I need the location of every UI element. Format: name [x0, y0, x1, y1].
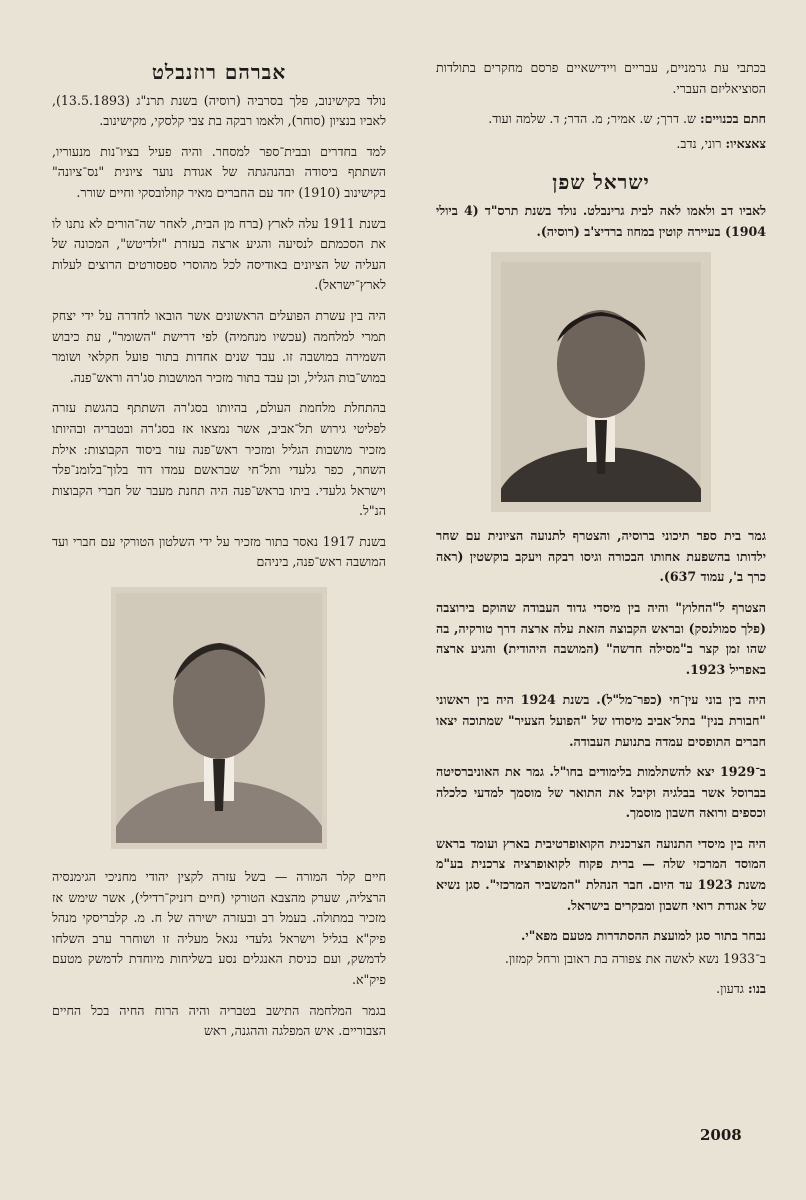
- paragraph: בהתחלת מלחמת העולם, בהיותו בסג'רה השתתף בהגשת עזרה לפליטי גירוש תל־אביב, אשר נמצאו אז בסג'רה ובטבריה ובהיותו מזכיר מושבות הגליל ומזכיר ראש־פנה עזר ביסוד הקבוצות: אילת השחר, כפר גלעדי ותל־חי שבראשם עמדו דוד בלוך־בלומנ־פלד וישראל גלעדי. ביתו בראש־פנה היה תחנת מעבר של חברי הקבוצות הנ"ל.: [52, 400, 386, 519]
- descendants-label: צאצאיו:: [725, 135, 766, 151]
- paragraph: לאביו דב ולאמו לאה לבית גרינבלט. נולד בשנת תרס"ד (4 ביולי 1904) בעיירה קוטין במחוז ברדיצ'ב (רוסיה).: [436, 202, 767, 239]
- paragraph: נולד בקישינוב, פלך בסרביה (רוסיה) בשנת תרנ"ג (13.5.1893), לאביו בנציון (סוחר), ולאמו רבקה בת צבי קלסקי, מקישינוב.: [52, 92, 386, 129]
- signed-label: חתם בכנויים:: [699, 111, 766, 127]
- signed-line: [436, 109, 766, 130]
- paragraph: חיים קלר המורה — בשל עזרה לקצין יהודי מחניכי הגימנסיה הרצליה, שערק מהצבא הטורקי (חיים רזניק־רדילי), אשר שימש אז מזכיר במתולה. בעמל רב ובעזרה ישירה של ח. מ. קלבריסקי מנהל פיק"א בגליל וישראל גלעדי נגאל מעליה זו ושוחרר ערב השלחו לדמשק, ועם כניסת האנגלים נסע בשליחות מיוחדת לדמשק מטעם פיק"א.: [52, 869, 386, 988]
- paragraph: היה בין עשרת הפועלים הראשונים אשר הובאו לחדרה על ידי יצחק תמרי למלחמה (עכשיו מנחמיה) לפי דרישת "השומר", עת כיבוש השמירה במושבה זו. עבד שנים אחדות בתור פועל חקלאי ושומר במוש־בות הגליל, וכן עבד בתור מזכיר המושבות סג'רה וראש־פנה.: [52, 307, 386, 385]
- portrait-photo: [111, 587, 327, 849]
- descendants-line: [436, 134, 766, 155]
- paragraph: בשנת 1917 נאסר בתור מזכיר על ידי השלטון הטורקי עם חברי ועד המושבה ראש־פנה, ביניהם: [52, 533, 387, 570]
- entry-heading-rosenblatt: אברהם רוזנבלט: [151, 60, 287, 84]
- paragraph: גמר בית ספר תיכוני ברוסיה, והצטרף לתנועה הציונית עם שחר ילדותו בהשפעת אחותו הבכורה וגיסו רבקה ויעקב בוקשטין (ראה כרך ב', עמוד 637).: [436, 528, 766, 585]
- descendants-value: רוני, נדב.: [676, 135, 722, 151]
- son-label: בנו:: [747, 981, 766, 997]
- page-number: 2008: [700, 1126, 742, 1144]
- paragraph: ב־1929 יצא להשתלמות בלימודים בחו"ל. גמר את האוניברסיטה בברוסל אשר בבלגיה וקיבל את התואר של מוסמך למדעי כלכלה וכספים ורואה חשבון מוסמך.: [436, 764, 766, 821]
- paragraph: בשנת 1911 עלה לארץ (ברח מן הבית, לאחר שה־הורים לא נתנו לו את הסכמתם לנסיעה והגיע ארצה בעזרת "זלדיטש", המכונה של העליה של הציונים באודיסה לכל מהוסרי ספסורטים הרוצים לעלות לארץ־ישראל).: [52, 215, 387, 293]
- son-value: גדעון.: [716, 981, 744, 997]
- portrait-photo: [491, 252, 711, 512]
- paragraph: נבחר בתור סגן למועצת ההסתדרות מטעם מפא"י.: [521, 928, 766, 944]
- paragraph: בגמר המלחמה התישב בטבריה והיה הרוח החיה בכל החיים הצבוריים. איש המפלגה וההגנה, ראש: [52, 1002, 386, 1039]
- paragraph: היה בין מיסדי התנועה הצרכנית הקואופרטיבית בארץ ועומד בראש המוסד המרכזי שלה — ברית פקוח לקואופרציה צרכנית בע"מ משנת 1923 עד היום. חבר הנהלת "המשביר המרכזי". סגן נשיא של אגודת רואי חשבון ומבקרים בישראל.: [436, 835, 766, 913]
- paragraph: למד בחדרים ובבית־ספר למסחר. והיה פעיל בציו־נות מנעוריו, השתתף ביסודה ובהנהגתה של אגודת נוער ציונית "נס־ציונה" בקישינוב (1910) יחד עם החברים מאיר קוזלובסקי וחיים שורר.: [52, 143, 386, 200]
- paragraph: היה בין בוני עין־חי (כפר־מל"ל). בשנת 1924 היה בין ראשוני "חבורת בנין" בתל־אביב מיסודו של "הפועל הצעיר" שמתוכה יצאו חברים התופסים עמדה בתנועת העבודה.: [436, 692, 766, 749]
- son-line: [436, 979, 766, 1000]
- right-column: [436, 58, 766, 1004]
- signed-value: ש. דרך; ש. אמיר; מ. הדר; ד. שלמה ועוד.: [488, 111, 696, 127]
- left-column: [52, 62, 386, 1052]
- paragraph: הצטרף ל"החלוץ" והיה בין מיסדי גדוד העבודה שהוקם בירוצבה (פלך סמולנסק) ובראש הקבוצה הזאת עלה ארצה דרך טורקיה, בה שהו זמן קצר ב"מסילה חדשה" (המושבה היהודית) והגיע ארצה באפריל 1923.: [436, 599, 766, 677]
- entry-heading-shapan: ישראל שפן: [552, 170, 650, 195]
- paragraph: ב־1933 נשא לאשה את צפורה בת ראובן ורחל קמזון.: [504, 950, 766, 966]
- intro-paragraph: בכתבי עת גרמניים, עבריים ויידישאיים פרסם מחקרים בתולדות הסוציאליזם העברי.: [436, 60, 766, 96]
